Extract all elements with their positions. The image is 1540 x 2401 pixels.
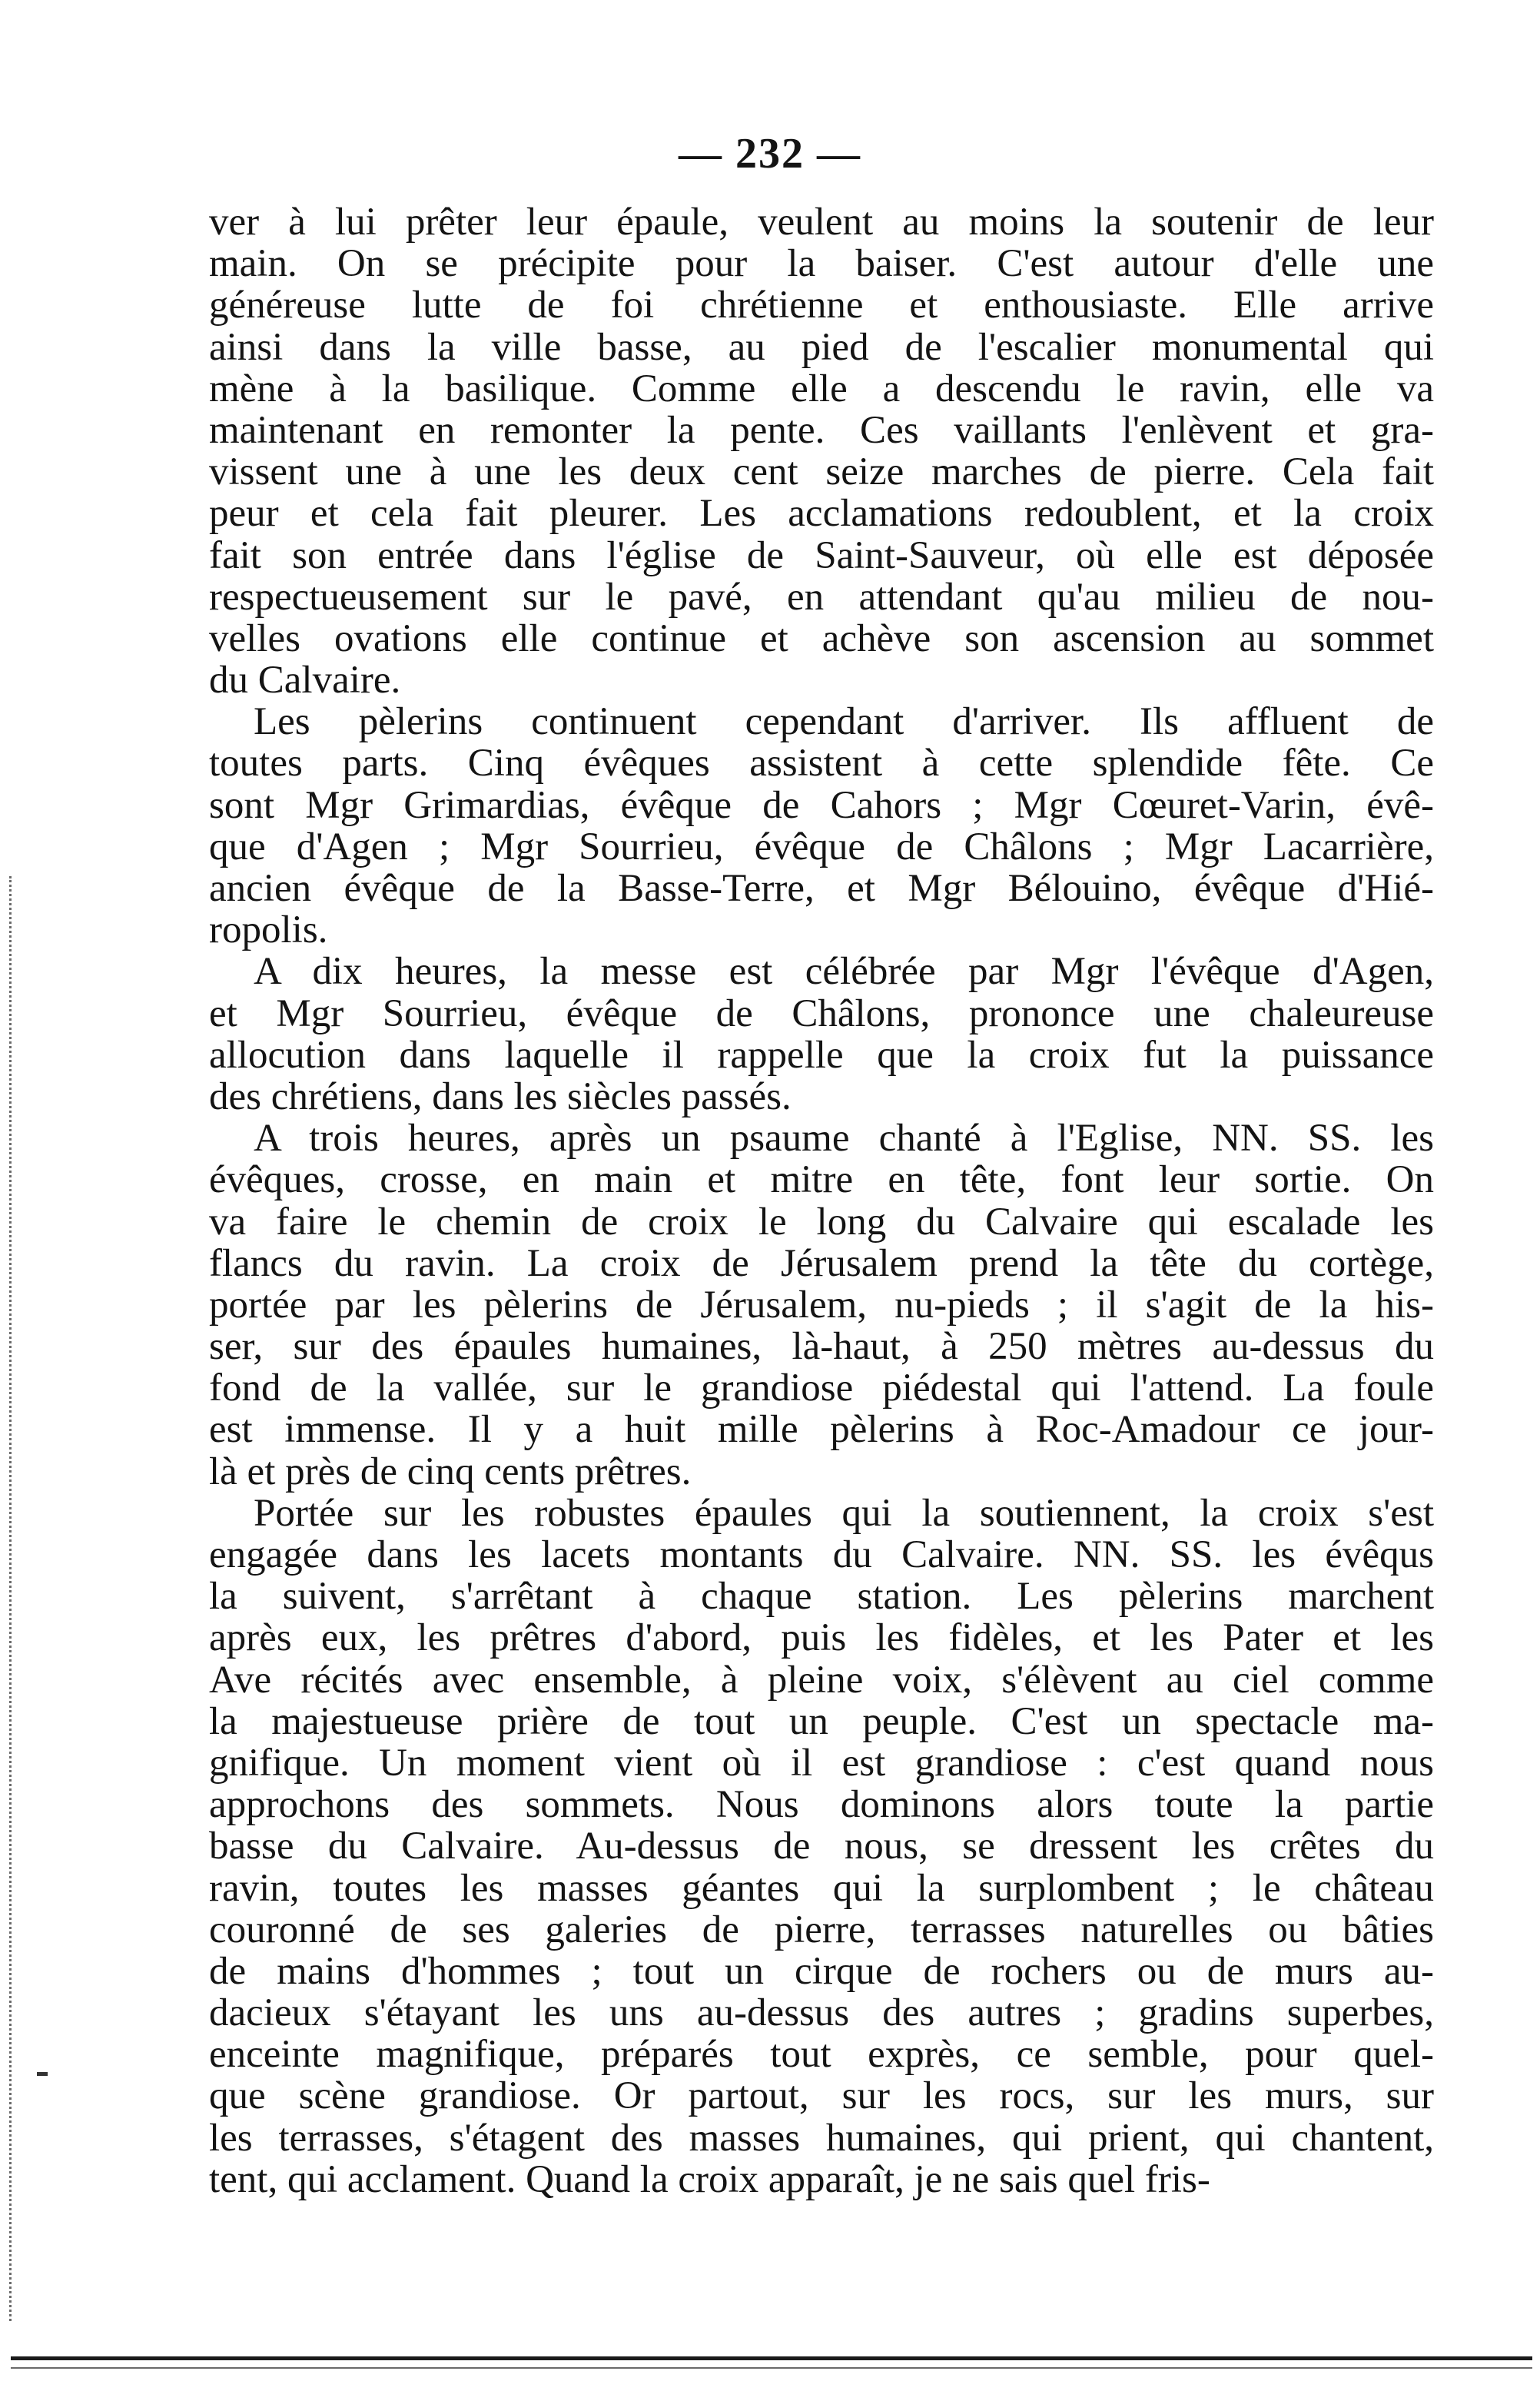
paragraph (209, 1117, 1434, 1493)
text-line: des chrétiens, dans les siècles passés. (209, 1074, 792, 1118)
text-line: flancs du ravin. La croix de Jérusalem prend la tête du cortège, (209, 1241, 1434, 1285)
text-line: portée par les pèlerins de Jérusalem, nu-pieds ; il s'agit de la his- (209, 1283, 1434, 1327)
text-line: fond de la vallée, sur le grandiose piédestal qui l'attend. La foule (209, 1367, 1434, 1410)
text-line: ainsi dans la ville basse, au pied de l'escalier monumental qui (209, 325, 1434, 369)
text-line: toutes parts. Cinq évêques assistent à cette splendide fête. Ce (209, 742, 1434, 785)
text-line: la suivent, s'arrêtant à chaque station. Les pèlerins marchent (209, 1575, 1434, 1619)
text-line: vissent une à une les deux cent seize marches de pierre. Cela fait (209, 450, 1434, 494)
bottom-rule (11, 2356, 1532, 2360)
paragraph (209, 1493, 1434, 2200)
text-line: Les pèlerins continuent cependant d'arriver. Ils affluent de (254, 700, 1434, 744)
text-line: enceinte magnifique, préparés tout exprès, ce semble, pour quel- (209, 2033, 1434, 2077)
text-line: ser, sur des épaules humaines, là-haut, à 250 mètres au-dessus du (209, 1325, 1434, 1369)
text-line: tent, qui acclament. Quand la croix apparaît, je ne sais quel fris- (209, 2157, 1210, 2201)
text-line: approchons des sommets. Nous dominons alors toute la partie (209, 1783, 1434, 1827)
text-line: ver à lui prêter leur épaule, veulent au moins la soutenir de leur (209, 201, 1434, 244)
text-line: ancien évêque de la Basse-Terre, et Mgr Bélouino, évêque d'Hié- (209, 867, 1434, 910)
text-line: maintenant en remonter la pente. Ces vaillants l'enlèvent et gra- (209, 408, 1434, 452)
paragraph (209, 701, 1434, 951)
text-line: engagée dans les lacets montants du Calvaire. NN. SS. les évêqus (209, 1533, 1434, 1576)
text-line: allocution dans laquelle il rappelle que la croix fut la puissance (209, 1033, 1434, 1077)
bottom-rule-thin (11, 2367, 1532, 2369)
text-line: la majestueuse prière de tout un peuple. C'est un spectacle ma- (209, 1699, 1434, 1743)
text-line: Ave récités avec ensemble, à pleine voix, s'élèvent au ciel comme (209, 1658, 1434, 1702)
text-line: de mains d'hommes ; tout un cirque de rochers ou de murs au- (209, 1949, 1434, 1993)
text-line: généreuse lutte de foi chrétienne et enthousiaste. Elle arrive (209, 284, 1434, 327)
text-line: après eux, les prêtres d'abord, puis les fidèles, et les Pater et les (209, 1616, 1434, 1660)
text-line: du Calvaire. (209, 659, 401, 702)
margin-rule (9, 876, 12, 2321)
text-line: main. On se précipite pour la baiser. C'est autour d'elle une (209, 242, 1434, 286)
margin-dash (37, 2072, 48, 2076)
paragraph (209, 951, 1434, 1117)
text-line: ropolis. (209, 908, 328, 952)
text-line: ravin, toutes les masses géantes qui la surplombent ; le château (209, 1866, 1434, 1910)
text-line: mène à la basilique. Comme elle a descendu le ravin, elle va (209, 367, 1434, 410)
text-line: sont Mgr Grimardias, évêque de Cahors ; Mgr Cœuret-Varin, évê- (209, 783, 1434, 827)
text-line: velles ovations elle continue et achève son ascension au sommet (209, 616, 1434, 660)
text-line: A trois heures, après un psaume chanté à l'Eglise, NN. SS. les (254, 1117, 1434, 1161)
page-number: — 232 — (679, 130, 861, 178)
text-line: va faire le chemin de croix le long du Calvaire qui escalade les (209, 1200, 1434, 1244)
text-block (209, 201, 1434, 2200)
text-line: respectueusement sur le pavé, en attendant qu'au milieu de nou- (209, 575, 1434, 619)
text-line: est immense. Il y a huit mille pèlerins à Roc-Amadour ce jour- (209, 1408, 1434, 1452)
paragraph (209, 201, 1434, 701)
text-line: que d'Agen ; Mgr Sourrieu, évêque de Châlons ; Mgr Lacarrière, (209, 825, 1434, 868)
text-line: fait son entrée dans l'église de Saint-Sauveur, où elle est déposée (209, 533, 1434, 577)
text-line: dacieux s'étayant les uns au-dessus des autres ; gradins superbes, (209, 1991, 1434, 2035)
text-line: Portée sur les robustes épaules qui la soutiennent, la croix s'est (254, 1491, 1434, 1535)
text-line: A dix heures, la messe est célébrée par Mgr l'évêque d'Agen, (254, 950, 1434, 994)
text-line: les terrasses, s'étagent des masses humaines, qui prient, qui chantent, (209, 2116, 1434, 2160)
text-line: couronné de ses galeries de pierre, terrasses naturelles ou bâties (209, 1908, 1434, 1951)
text-line: peur et cela fait pleurer. Les acclamations redoublent, et la croix (209, 492, 1434, 536)
text-line: là et près de cinq cents prêtres. (209, 1450, 692, 1493)
text-line: basse du Calvaire. Au-dessus de nous, se dressent les crêtes du (209, 1825, 1434, 1868)
text-line: gnifique. Un moment vient où il est grandiose : c'est quand nous (209, 1741, 1434, 1785)
text-line: et Mgr Sourrieu, évêque de Châlons, prononce une chaleureuse (209, 991, 1434, 1035)
text-line: évêques, crosse, en main et mitre en tête, font leur sortie. On (209, 1158, 1434, 1202)
text-line: que scène grandiose. Or partout, sur les rocs, sur les murs, sur (209, 2074, 1434, 2118)
